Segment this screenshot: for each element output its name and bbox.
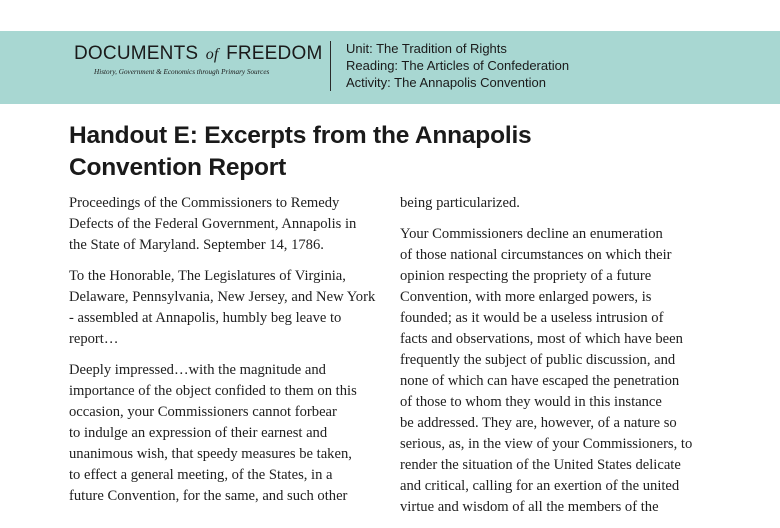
paragraph: Proceedings of the Commissioners to Remedy Defects of the Federal Government, Annapolis in the State of Maryland. September 14, 1786.: [69, 195, 357, 253]
logo-freedom: FREEDOM: [226, 43, 323, 64]
logo-documents: DOCUMENTS: [74, 43, 199, 64]
logo-subtitle: History, Government & Economics through Primary Sources: [94, 68, 270, 76]
header-divider: [330, 41, 331, 91]
activity-label: Activity: The Annapolis Convention: [346, 75, 546, 90]
lesson-meta: [346, 40, 569, 91]
page-title: Handout E: Excerpts from the Annapolis Convention Report: [69, 122, 532, 181]
paragraph: being particularized.: [400, 195, 520, 211]
header-banner: [0, 31, 780, 104]
right-column: [400, 193, 730, 528]
reading-label: Reading: The Articles of Confederation: [346, 58, 570, 73]
logo-title: [74, 43, 322, 65]
paragraph: Deeply impressed…with the magnitude and importance of the object confided to them on this occasion, your Commissioners cannot forbear to indulge an expression of their earnest and unanimous wish, that speedy measures be taken, to effect a general meeting, of the States, in a future Convention, for the same, and such other: [69, 362, 357, 504]
left-column: [69, 193, 399, 517]
paragraph: Your Commissioners decline an enumeration of those national circumstances on which their opinion respecting the propriety of a future Convention, with more enlarged powers, is founded; as it would be a useless intrusion of facts and observations, most of which have been frequently the subject of public discussion, and none of which can have escaped the penetration of those to whom they would in this instance be addressed. They are, however, of a nature so serious, as, in the view of your Commissioners, to render the situation of the United States delicate and critical, calling for an exertion of the united virtue and wisdom of all the members of the: [400, 226, 693, 515]
paragraph: To the Honorable, The Legislatures of Virginia, Delaware, Pennsylvania, New Jersey, and New York - assembled at Annapolis, humbly beg leave to report…: [69, 268, 376, 347]
unit-label: Unit: The Tradition of Rights: [346, 41, 507, 56]
logo-of: of: [205, 46, 219, 63]
